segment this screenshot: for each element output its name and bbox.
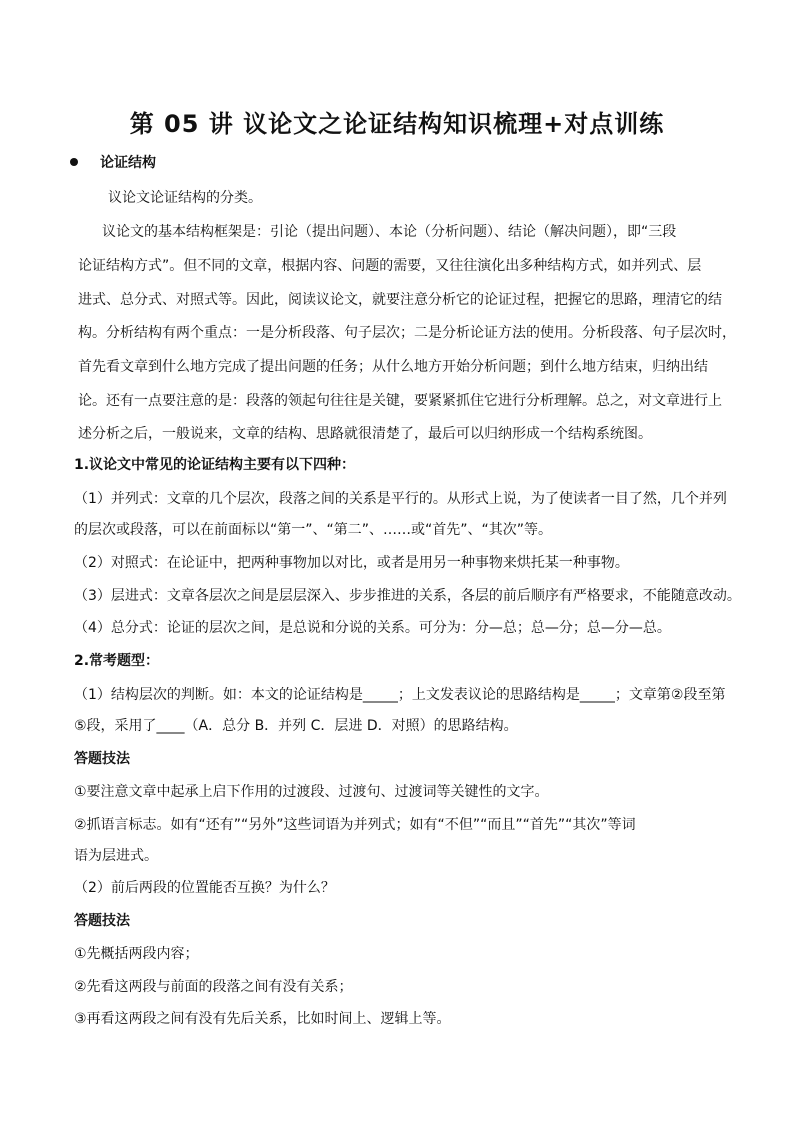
list-item: （4）总分式：论证的层次之间，是总说和分说的关系。可分为：分—总；总—分；总—分—总。 (74, 620, 671, 636)
bullet-icon (70, 158, 78, 166)
tip-line: 语为层进式。 (74, 848, 158, 864)
paragraph-line: 构。分析结构有两个重点：一是分析段落、句子层次；二是分析论证方法的使用。分析段落、句子层次时， (78, 325, 736, 341)
tip-line: ②先看这两段与前面的段落之间有没有关系； (74, 979, 353, 995)
list-item: （1）并列式：文章的几个层次，段落之间的关系是平行的。从形式上说，为了使读者一目了然，几个并列 (74, 491, 727, 507)
intro-line: 议论文论证结构的分类。 (108, 190, 262, 206)
paragraph-line: 首先看文章到什么地方完成了提出问题的任务；从什么地方开始分析问题；到什么地方结束，归纳出结 (78, 359, 708, 375)
section-heading-text: 论证结构 (100, 155, 156, 171)
heading-structures: 1.议论文中常见的论证结构主要有以下四种： (74, 457, 356, 473)
heading-question-types: 2.常考题型： (74, 653, 160, 669)
tip-line: ②抓语言标志。如有“还有”“另外”这些词语为并列式；如有“不但”“而且”“首先”“其次”等词 (74, 817, 636, 833)
question-line: （2）前后两段的位置能否互换？为什么？ (74, 880, 335, 896)
tips-heading: 答题技法 (74, 913, 130, 929)
paragraph-line: 进式、总分式、对照式等。因此，阅读议论文，就要注意分析它的论证过程，把握它的思路，理清它的结 (78, 292, 722, 308)
paragraph-line: 论。还有一点要注意的是：段落的领起句往往是关键，要紧紧抓住它进行分析理解。总之，对文章进行上 (78, 393, 722, 409)
list-item: 的层次或段落，可以在前面标以“第一”、“第二”、……或“首先”、“其次”等。 (74, 522, 553, 538)
tip-line: ①要注意文章中起承上启下作用的过渡段、过渡句、过渡词等关键性的文字。 (74, 784, 549, 800)
list-item: （2）对照式：在论证中，把两种事物加以对比，或者是用另一种事物来烘托某一种事物。 (74, 555, 629, 571)
tip-line: ①先概括两段内容； (74, 946, 199, 962)
tips-heading: 答题技法 (74, 751, 130, 767)
paragraph-line: 述分析之后，一般说来，文章的结构、思路就很清楚了，最后可以归纳形成一个结构系统图。 (78, 426, 652, 442)
paragraph-line: 论证结构方式”。但不同的文章，根据内容、问题的需要，又往往演化出多种结构方式，如并列式、层 (78, 258, 702, 274)
tip-line: ③再看这两段之间有没有先后关系，比如时间上、逻辑上等。 (74, 1011, 451, 1027)
paragraph-line: 议论文的基本结构框架是：引论（提出问题）、本论（分析问题）、结论（解决问题），即“三段 (102, 224, 677, 240)
list-item: （3）层进式：文章各层次之间是层层深入、步步推进的关系，各层的前后顺序有严格要求，不能随意改动。 (74, 588, 741, 604)
question-line: ⑤段，采用了____（A．总分 B．并列 C．层进 D．对照）的思路结构。 (74, 718, 518, 734)
question-line: （1）结构层次的判断。如：本文的论证结构是_____；上文发表议论的思路结构是_____；文章第②段至第 (74, 687, 726, 703)
section-heading (70, 152, 156, 172)
page-title: 第 05 讲 议论文之论证结构知识梳理+对点训练 (129, 110, 665, 138)
